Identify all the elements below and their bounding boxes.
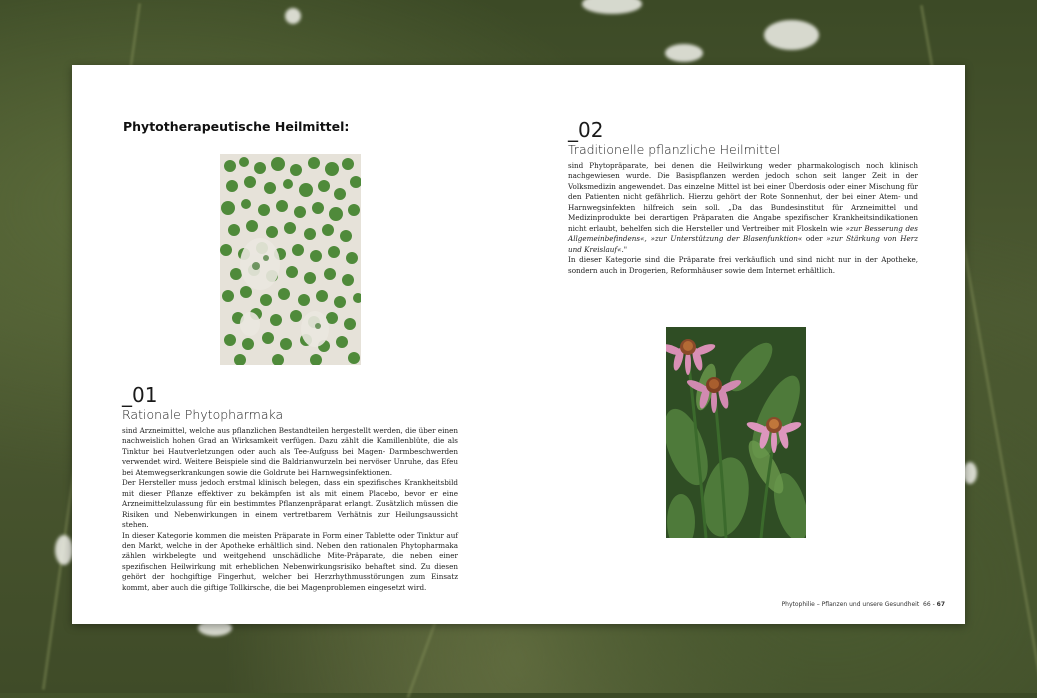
book-spread <box>72 65 965 624</box>
background-stem <box>406 622 436 698</box>
body-paragraph: Der Hersteller muss jedoch erstmal klinisch belegen, dass ein spezifisches Krankheitsbild mit dieser Pflanze effektiver zu bekämpfen ist als mit einem Placebo, bevor er eine Arzneimittelzulassung für ein bestimmtes Pflanzenpräparat erlangt. Zusätzlich müssen die Risiken und Nebenwirkungen in einem vertretbarem Verhätnis zur Heilungsaussicht stehen. <box>122 478 458 530</box>
footer-title: Phytophilie – Pflanzen und unsere Gesundheit <box>781 601 920 608</box>
section-title: Traditionelle pflanzliche Heilmittel <box>568 142 781 157</box>
body-italic-quote: »zur Besserung des Allgemeinbefindens«, »zur Unterstützung der Blasenfunktion« <box>568 223 918 244</box>
page-number-separator: - <box>930 601 937 608</box>
body-paragraph: In dieser Kategorie kommen die meisten Präparate in Form einer Tablette oder Tinktur auf den Markt, welche in der Apotheke erhältlich sind. Neben den rationalen Phytopharmaka zählen wirkbelegte und weitgehend unschädliche Mite-Präparate, die neben einer spezifischen Heilwirkung mit erheblichen Nebenwirkungsrisiko behaftet sind. Zu diesen gehört der hochgiftige Fingerhut, welcher bei Herzrhythmusstörungen zum Einsatz kommt, aber auch die giftige Tollkirsche, die bei Magenproblemen eingesetzt wird. <box>122 530 458 592</box>
body-text: sind Phytopräparate, bei denen die Heilwirkung weder pharmakologisch noch klinisch nachgewiesen wurde. Die Basispflanzen werden jedoch schon seit langer Zeit in der Volksmedizin angewendet. Das einzelne Mittel ist bei einer Überdosis oder einer Mischung für den Patienten nicht gefährlich. Hierzu gehört der Rote Sonnenhut, der bei einer Atem- und Harnwegsinfekten hilfreich sein soll. „Da das Bundesinstitut für Arzneimittel und Medizinprodukte bei derartigen Präparaten die Angabe spezifischer Krankheitsindikationen nicht erlaubt, behelfen sich die Hersteller und Vertreiber mit Floskeln wie <box>568 161 918 233</box>
ivy-illustration <box>220 154 361 365</box>
body-italic-quote: »zur Stärkung von Herz und Kreislauf«. <box>568 234 918 254</box>
body-paragraph <box>568 161 918 255</box>
page-footer <box>782 601 945 608</box>
page-number-right: 67 <box>936 601 945 608</box>
section-rationale-phytopharmaka <box>122 383 458 593</box>
ivy-wall-photo <box>220 154 361 365</box>
background-flower <box>963 462 977 484</box>
page-number-left: 66 <box>923 601 931 608</box>
body-paragraph: In dieser Kategorie sind die Präparate frei verkäuflich und sind nicht nur in der Apotheke, sondern auch in Drogerien, Reformhäuser sowie dem Internet erhältlich. <box>568 255 918 275</box>
echinacea-illustration <box>666 327 806 538</box>
body-paragraph: sind Arzneimittel, welche aus pflanzlichen Bestandteilen hergestellt werden, die über einen nachweislich hohen Grad an Wirksamkeit verfügen. Dazu zählt die Kamillenblüte, die als Tinktur bei Hautverletzungen oder auch als Tee-Aufguss bei Magen- Darmbeschwerden verwendet wird. Weitere Beispiele sind die Baldrianwurzeln bei nervöser Unruhe, das Efeu bei Atemwegserkrankungen sowie die Goldrute bei Harnwegsinfektionen. <box>122 426 458 477</box>
background-flower <box>665 44 703 62</box>
body-text: oder <box>802 234 827 244</box>
section-number: _02 <box>568 118 604 142</box>
background-flower <box>764 20 819 50</box>
background-flower <box>285 8 301 24</box>
body-text: " <box>623 244 628 254</box>
section-number: _01 <box>122 383 158 407</box>
section-traditionelle-heilmittel <box>568 118 918 276</box>
section-title: Rationale Phytopharmaka <box>122 407 284 422</box>
background-flower <box>582 0 642 14</box>
background-flower <box>55 535 73 565</box>
echinacea-flower-photo <box>666 327 806 538</box>
page-heading: Phytotherapeutische Heilmittel: <box>123 119 350 134</box>
